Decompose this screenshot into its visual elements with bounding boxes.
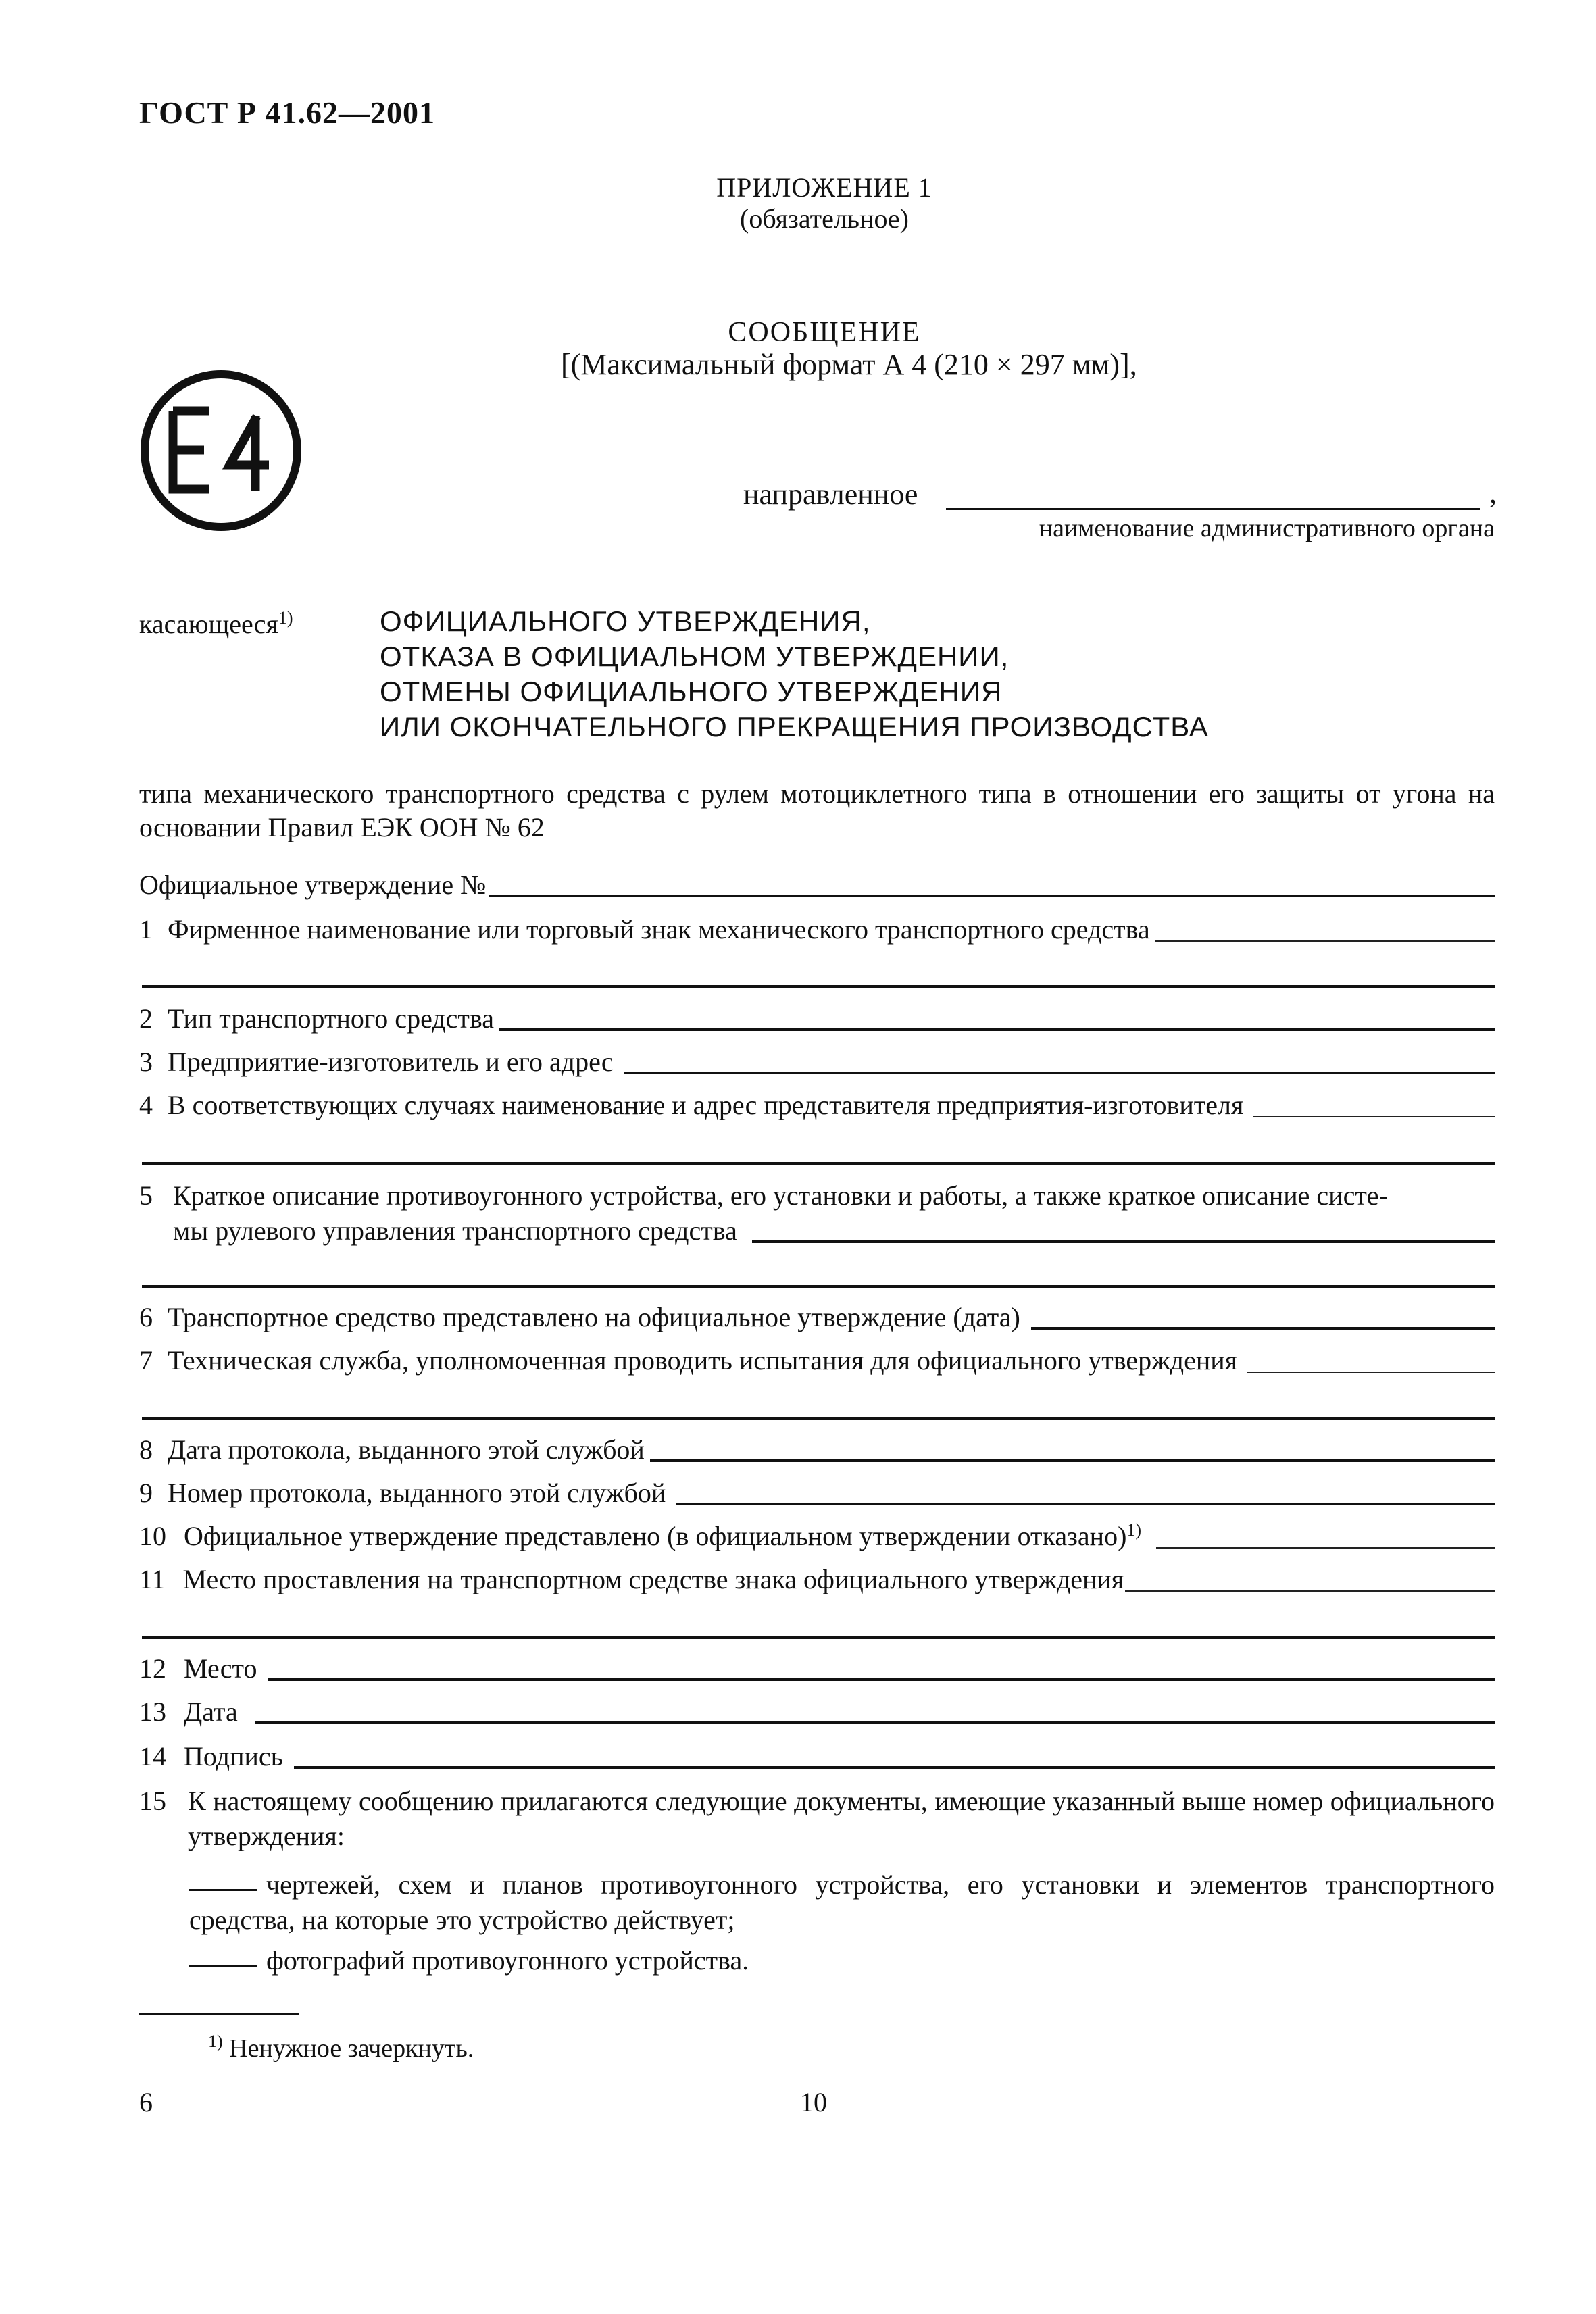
item-11-row [139, 1562, 1495, 1596]
appendix-note: (обязательное) [740, 203, 909, 234]
sent-to-label: направленное [743, 478, 918, 511]
item-number: 6 [139, 1302, 153, 1332]
item-6-field[interactable] [1031, 1326, 1495, 1330]
item-number: 15 [139, 1786, 166, 1816]
item-2-row [139, 1001, 1495, 1035]
item-number: 3 [139, 1047, 153, 1077]
item-6-row [139, 1300, 1495, 1334]
item-label: Предприятие-изготовитель и его адрес [168, 1047, 614, 1077]
item-12-row [139, 1651, 1495, 1685]
item-number: 14 [139, 1741, 166, 1771]
item-label: Техническая служба, уполномоченная проводить испытания для официального утверждения [168, 1345, 1238, 1376]
footnote-mark: 1) [278, 608, 293, 628]
concerning-label: касающееся$^{1)}$ [139, 608, 293, 639]
item-number: 4 [139, 1090, 153, 1120]
attachment-text: чертежей, схем и планов противоугонного устройства, его установки и элементов транспортного средства, на которые это устройство действует; [189, 1869, 1495, 1935]
item-number: 11 [139, 1564, 166, 1594]
footnote [208, 2034, 474, 2063]
e4-approval-mark-icon [139, 369, 303, 532]
approval-number-field[interactable] [489, 894, 1495, 897]
item-3-row [139, 1045, 1495, 1078]
item-11-continuation-field[interactable] [142, 1636, 1495, 1639]
item-label: Место проставления на транспортном средстве знака официального утверждения [182, 1564, 1124, 1594]
item-8-field[interactable] [650, 1459, 1495, 1462]
signature-field[interactable] [294, 1765, 1495, 1769]
decision-line: ИЛИ ОКОНЧАТЕЛЬНОГО ПРЕКРАЩЕНИЯ ПРОИЗВОДСТВА [380, 711, 1209, 743]
item-5-field[interactable] [752, 1240, 1495, 1243]
sent-to-field[interactable] [946, 508, 1480, 510]
item-9-row [139, 1476, 1495, 1509]
item-number: 9 [139, 1478, 153, 1508]
item-number: 2 [139, 1003, 153, 1034]
item-13-row [139, 1694, 1495, 1728]
standard-code: ГОСТ Р 41.62—2001 [139, 95, 435, 130]
vehicle-type-description: типа механического транспортного средства с рулем мотоциклетного типа в отношении его защиты от угона на основании Правил ЕЭК ООН № 62 [139, 778, 1495, 842]
attachment-item [189, 1867, 1495, 1938]
item-11-field[interactable] [1125, 1590, 1495, 1592]
sent-comma: , [1489, 476, 1497, 509]
item-number: 12 [139, 1653, 166, 1684]
item-number: 13 [139, 1696, 166, 1727]
item-number: 7 [139, 1345, 153, 1376]
item-7-continuation-field[interactable] [142, 1417, 1495, 1420]
item-4-continuation-field[interactable] [142, 1162, 1495, 1165]
item-5-block [139, 1178, 1495, 1213]
appendix-title: ПРИЛОЖЕНИЕ 1 [716, 172, 932, 203]
place-field[interactable] [268, 1678, 1495, 1681]
item-1-row [139, 912, 1495, 946]
message-format: [(Максимальный формат А 4 (210 × 297 мм)], [561, 348, 1137, 381]
approval-number-label: Официальное утверждение № [139, 870, 487, 900]
item-label: Официальное утверждение представлено (в официальном утверждении отказано)$^{1)}$ [184, 1520, 1142, 1551]
page-number-center: 10 [800, 2087, 827, 2117]
footnote-text: Ненужное зачеркнуть. [229, 2034, 474, 2063]
footnote-mark: 1) [208, 2032, 223, 2051]
footnote-mark: 1) [1126, 1520, 1142, 1540]
item-label: В соответствующих случаях наименование и адрес представителя предприятия-изготовителя [168, 1090, 1244, 1120]
item-4-row [139, 1088, 1495, 1122]
item-label: Дата [184, 1696, 238, 1727]
date-field[interactable] [255, 1721, 1495, 1724]
message-title: СООБЩЕНИЕ [728, 317, 921, 348]
item-14-row [139, 1739, 1495, 1773]
decision-line: ОТКАЗА В ОФИЦИАЛЬНОМ УТВЕРЖДЕНИИ, [380, 640, 1009, 672]
item-15-block [139, 1784, 1495, 1854]
item-label: Дата протокола, выданного этой службой [168, 1434, 645, 1465]
sent-to-caption: наименование административного органа [1039, 514, 1495, 543]
approval-number-row [139, 867, 1495, 901]
item-3-field[interactable] [624, 1071, 1495, 1074]
attachment-count-field[interactable] [189, 1965, 257, 1967]
item-2-field[interactable] [499, 1028, 1495, 1031]
item-label: Транспортное средство представлено на официальное утверждение (дата) [168, 1302, 1020, 1332]
attachment-item [189, 1943, 1495, 1978]
attachment-count-field[interactable] [189, 1889, 257, 1891]
item-number: 1 [139, 914, 153, 945]
item-number: 10 [139, 1521, 166, 1551]
item-5-row [173, 1213, 1495, 1247]
item-8-row [139, 1432, 1495, 1466]
item-label: Краткое описание противоугонного устройства, его установки и работы, а также краткое описание систе- [173, 1180, 1388, 1211]
item-number: 8 [139, 1434, 153, 1465]
item-label: Номер протокола, выданного этой службой [168, 1478, 666, 1508]
item-label: Фирменное наименование или торговый знак механического транспортного средства [168, 914, 1150, 945]
item-7-row [139, 1343, 1495, 1377]
item-1-continuation-field[interactable] [142, 985, 1495, 988]
item-10-field[interactable] [1156, 1546, 1495, 1549]
item-label: Место [184, 1653, 257, 1684]
page-number-left: 6 [139, 2087, 153, 2117]
item-label: К настоящему сообщению прилагаются следующие документы, имеющие указанный выше номер официального утверждения: [188, 1786, 1495, 1851]
item-7-field[interactable] [1247, 1371, 1495, 1373]
attachment-text: фотографий противоугонного устройства. [266, 1945, 749, 1976]
decision-line: ОФИЦИАЛЬНОГО УТВЕРЖДЕНИЯ, [380, 605, 871, 637]
decision-line: ОТМЕНЫ ОФИЦИАЛЬНОГО УТВЕРЖДЕНИЯ [380, 676, 1003, 707]
item-label: Тип транспортного средства [168, 1003, 494, 1034]
item-label: Подпись [184, 1741, 283, 1771]
item-number: 5 [139, 1180, 153, 1211]
item-10-row [139, 1519, 1495, 1553]
item-1-field[interactable] [1155, 940, 1495, 942]
item-label: мы рулевого управления транспортного средства [173, 1215, 737, 1246]
item-9-field[interactable] [676, 1502, 1495, 1505]
item-5-continuation-field[interactable] [142, 1285, 1495, 1288]
item-4-field[interactable] [1253, 1115, 1495, 1117]
footnote-rule [139, 2013, 299, 2015]
